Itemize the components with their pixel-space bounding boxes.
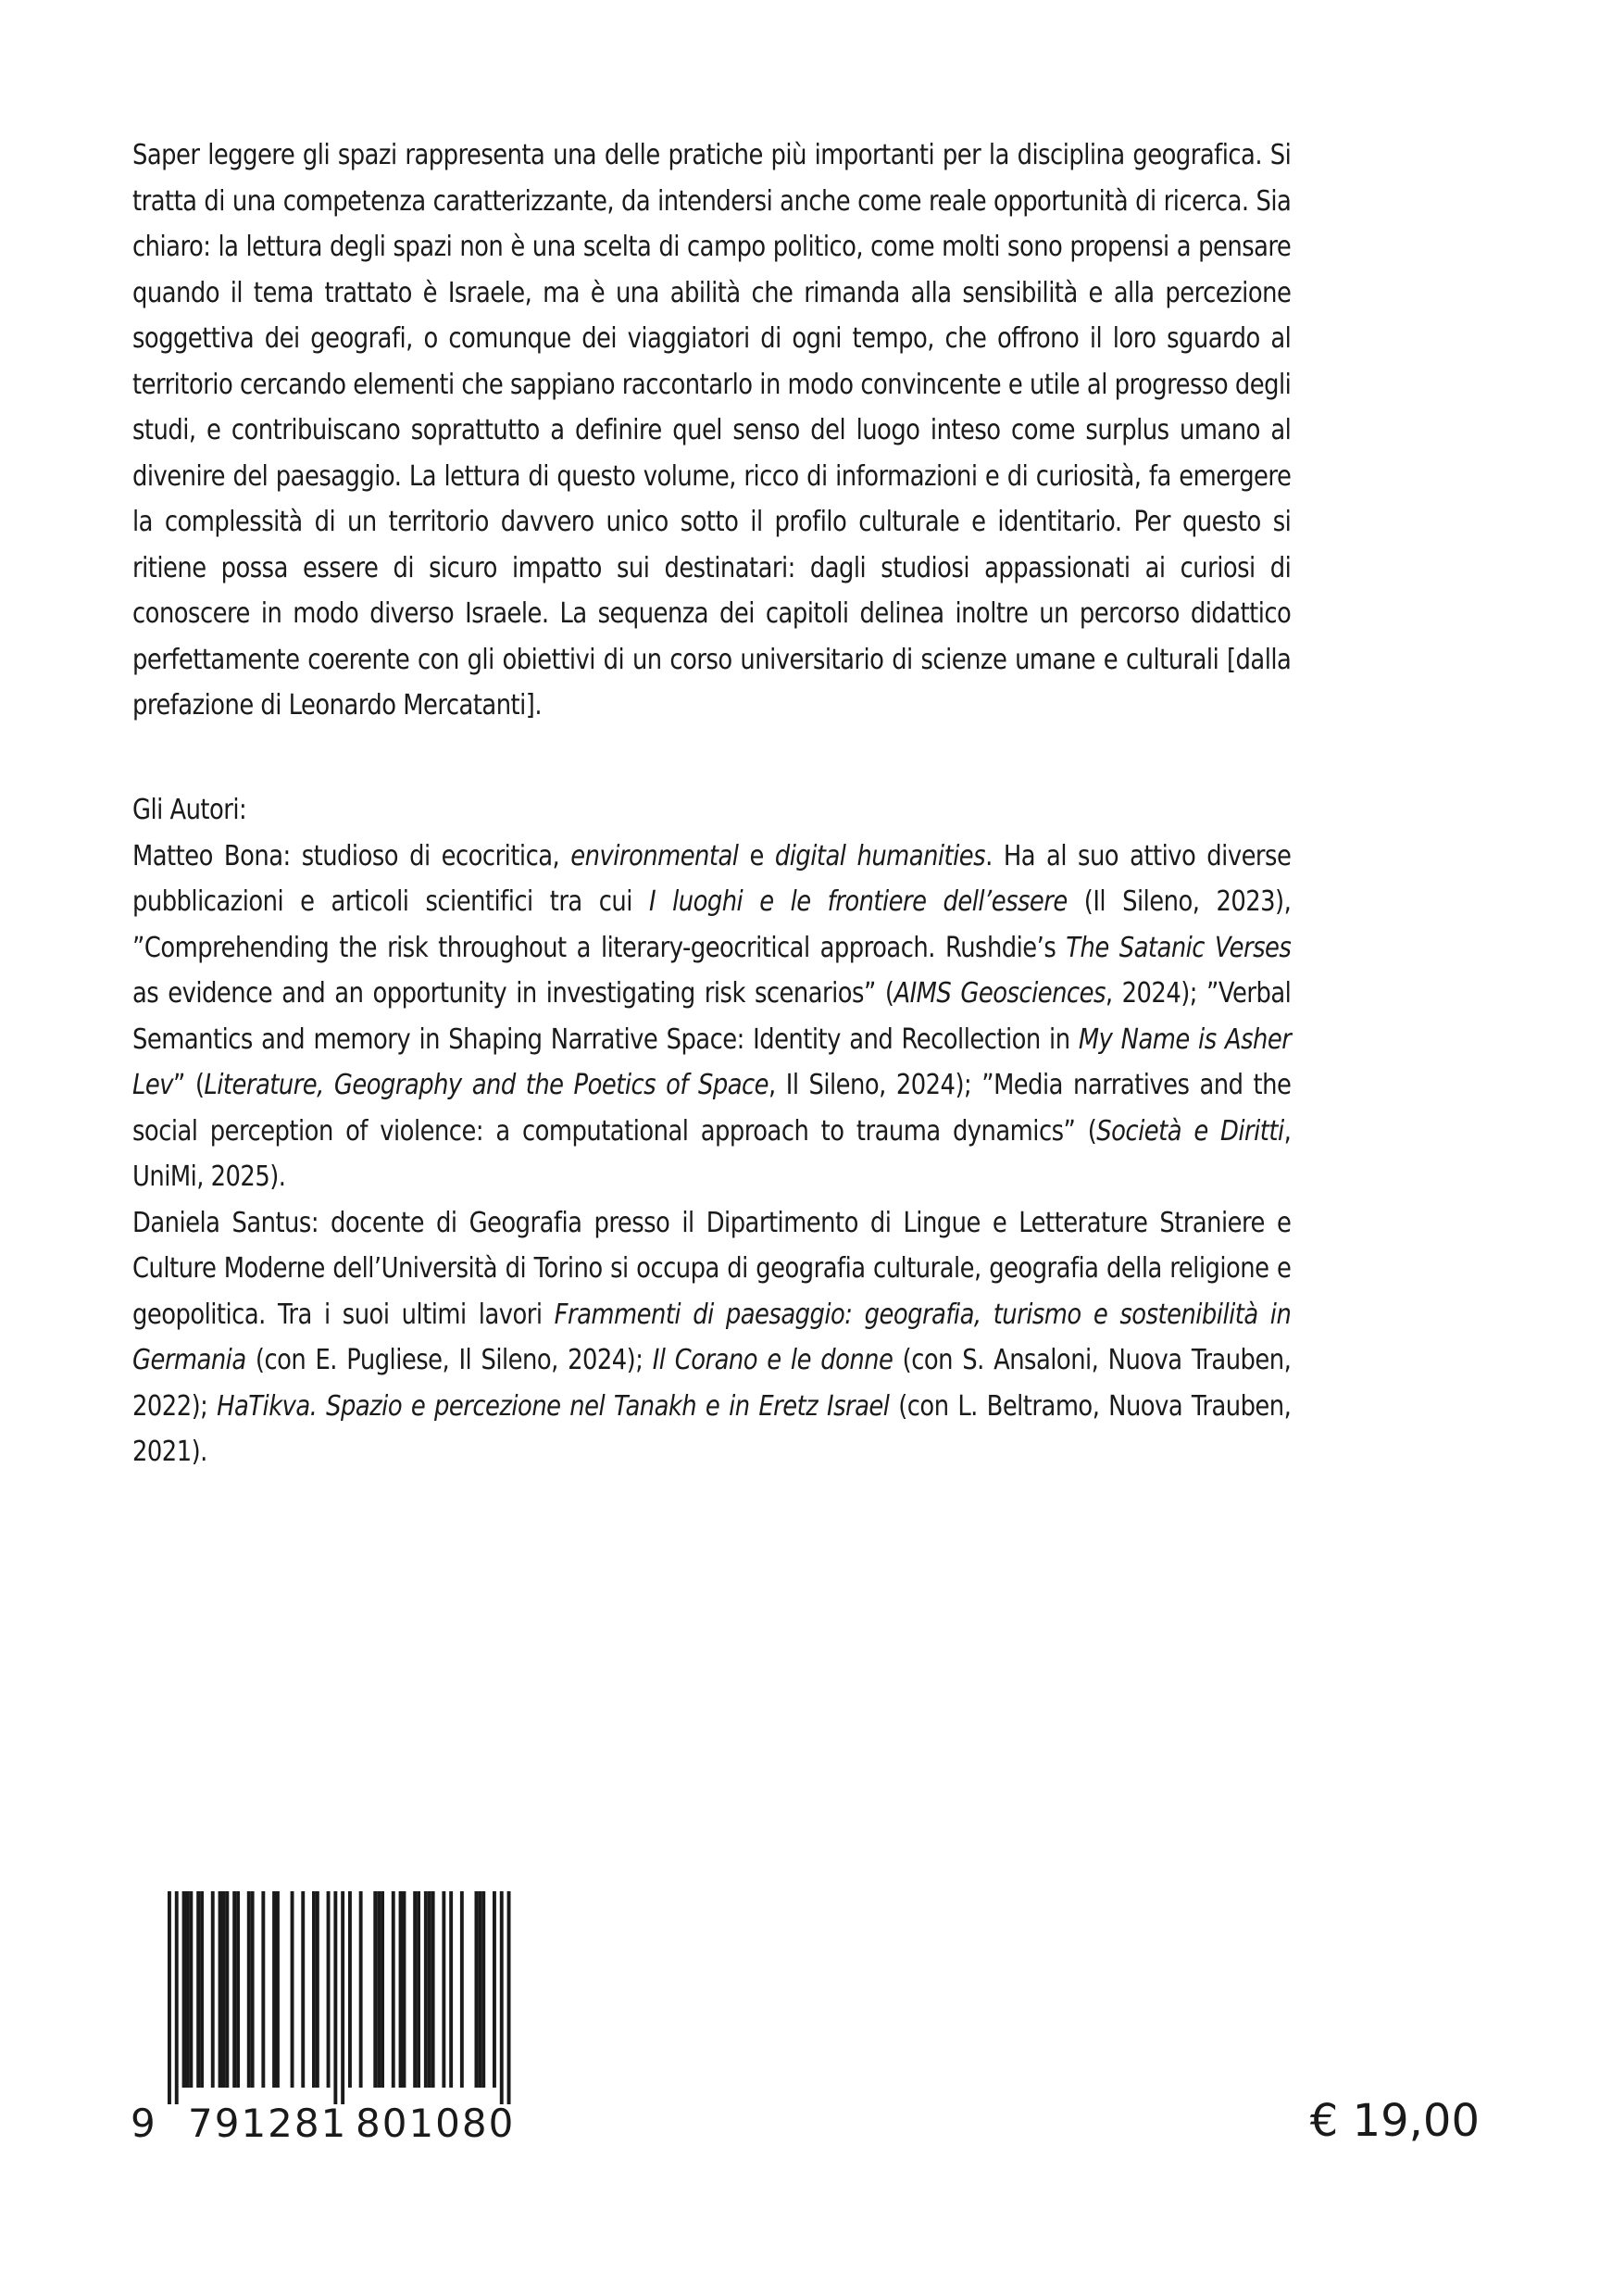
barcode-bar xyxy=(186,1891,190,2088)
title-italic: I luoghi e le frontiere dell’essere xyxy=(648,885,1068,918)
author-text: , Il Sileno, 2024); ”Media narratives and the social perception of violence: a computational approach to trauma dynamics” ( xyxy=(132,1069,1292,1148)
barcode-bar xyxy=(460,1891,464,2088)
barcode-bar xyxy=(272,1891,276,2088)
author-text: (con E. Pugliese, Il Sileno, 2024); xyxy=(245,1344,653,1376)
barcode-bar xyxy=(377,1891,381,2088)
barcode-bar xyxy=(507,1891,511,2104)
author-text: Matteo Bona: studioso di ecocritica, xyxy=(132,839,571,872)
author-text: as evidence and an opportunity in investigating risk scenarios” ( xyxy=(132,977,894,1010)
price: € 19,00 xyxy=(1309,2095,1480,2147)
barcode-bar xyxy=(200,1891,204,2088)
barcode-bar xyxy=(196,1891,200,2088)
title-italic: Frammenti di paesaggio: geografia, turismo e sostenibilità in Germania xyxy=(132,1298,1292,1376)
authors-section xyxy=(132,787,1291,1475)
isbn-barcode xyxy=(131,1891,524,2160)
barcode-bar xyxy=(219,1891,222,2088)
barcode-bar xyxy=(276,1891,280,2088)
barcode-bar xyxy=(301,1891,305,2088)
barcode-bar xyxy=(189,1891,193,2088)
author-entry xyxy=(132,834,1291,1200)
author-text: Daniela Santus: docente di Geografia presso il Dipartimento di Lingue e Letterature Straniere e Culture Moderne dell’Università di Torino si occupa di geografia culturale, geografia della religione e geopolitica. Tra i suoi ultimi lavori xyxy=(132,1206,1292,1331)
barcode-bar xyxy=(413,1891,417,2088)
barcode-bar xyxy=(251,1891,255,2088)
barcode-bar xyxy=(442,1891,445,2088)
barcode-bar xyxy=(232,1891,236,2088)
author-entry xyxy=(132,1200,1291,1475)
title-italic: The Satanic Verses xyxy=(1066,931,1292,964)
barcode-bar xyxy=(493,1891,496,2088)
barcode-bar xyxy=(478,1891,481,2088)
title-italic: Il Corano e le donne xyxy=(652,1344,893,1376)
barcode-bar xyxy=(261,1891,265,2088)
barcode-bar xyxy=(399,1891,403,2088)
barcode-bar xyxy=(236,1891,240,2088)
author-text: , 2024); ”Verbal Semantics and memory in Shaping Narrative Space: Identity and Recollection in xyxy=(132,977,1292,1056)
barcode-bar xyxy=(333,1891,337,2104)
barcode-bar xyxy=(316,1891,319,2088)
barcode-bar xyxy=(373,1891,377,2088)
author-text: ” ( xyxy=(172,1069,205,1101)
barcode-bar xyxy=(182,1891,186,2088)
barcode-bar xyxy=(359,1891,363,2088)
barcode-bar xyxy=(341,1891,344,2104)
authors-list xyxy=(132,834,1291,1475)
barcode-icon xyxy=(131,1891,524,2104)
isbn-left-group: 791281 xyxy=(188,2101,348,2146)
author-text: (Il Sileno, 2023), ”Comprehending the risk throughout a literary-geocritical approach. Rushdie’s xyxy=(132,885,1292,964)
barcode-bar xyxy=(392,1891,395,2088)
isbn-first-digit: 9 xyxy=(131,2101,156,2146)
authors-heading: Gli Autori: xyxy=(132,794,247,826)
barcode-bar xyxy=(475,1891,479,2088)
isbn-right-group: 801080 xyxy=(356,2101,516,2146)
barcode-bar xyxy=(225,1891,229,2088)
barcode-bar xyxy=(175,1891,179,2104)
barcode-bar xyxy=(312,1891,316,2088)
barcode-bar xyxy=(500,1891,504,2104)
title-italic: My Name is Asher Lev xyxy=(132,1023,1292,1101)
barcode-bar xyxy=(424,1891,428,2088)
barcode-bar xyxy=(168,1891,171,2104)
barcode-bar xyxy=(381,1891,384,2088)
barcode-bar xyxy=(222,1891,226,2088)
title-italic: digital humanities xyxy=(774,839,986,872)
barcode-bar xyxy=(403,1891,406,2088)
blurb-text xyxy=(132,132,1291,729)
barcode-bar xyxy=(291,1891,294,2088)
barcode-bar xyxy=(428,1891,431,2088)
barcode-bar xyxy=(211,1891,215,2088)
title-italic: HaTikva. Spazio e percezione nel Tanakh e in Eretz Israel xyxy=(217,1389,890,1423)
barcode-bar xyxy=(417,1891,420,2088)
title-italic: Società e Diritti xyxy=(1096,1114,1284,1148)
barcode-bar xyxy=(247,1891,251,2088)
barcode-bar xyxy=(449,1891,453,2088)
title-italic: environmental xyxy=(570,839,739,872)
author-text: (con L. Beltramo, Nuova Trauben, 2021). xyxy=(132,1389,1292,1468)
barcode-bar xyxy=(327,1891,331,2088)
author-text: (con S. Ansaloni, Nuova Trauben, 2022); xyxy=(132,1344,1292,1423)
barcode-bar xyxy=(481,1891,485,2088)
author-text: , UniMi, 2025). xyxy=(132,1114,1292,1193)
blurb-paragraph: Saper leggere gli spazi rappresenta una delle pratiche più importanti per la disciplina geografica. Si tratta di una competenza caratterizzante, da intendersi anche come reale opportunità di ricerca. Sia chiaro: la lettura degli spazi non è una scelta di campo politico, come molti sono propensi a pensare quando il tema trattato è Israele, ma è una abilità che rimanda alla sensibilità e alla percezione soggettiva dei geografi, o comunque dei viaggiatori di ogni tempo, che offrono il loro sguardo al territorio cercando elementi che sappiano raccontarlo in modo convincente e utile al progresso degli studi, e contribuiscano soprattutto a definire quel senso del luogo inteso come surplus umano al divenire del paesaggio. La lettura di questo volume, ricco di informazioni e di curiosità, fa emergere la complessità di un territorio davvero unico sotto il profilo culturale e identitario. Per questo si ritiene possa essere di sicuro impatto sui destinatari: dagli studiosi appassionati ai curiosi di conoscere in modo diverso Israele. La sequenza dei capitoli delinea inoltre un percorso didattico perfettamente coerente con gli obiettivi di un corso universitario di scienze umane e culturali [dalla prefazione di Leonardo Mercatanti]. xyxy=(132,139,1292,721)
barcode-bar xyxy=(348,1891,352,2088)
author-text: e xyxy=(738,839,775,872)
author-text: . Ha al suo attivo diverse pubblicazioni e articoli scientifici tra cui xyxy=(132,839,1292,918)
barcode-bar xyxy=(431,1891,435,2088)
title-italic: AIMS Geosciences xyxy=(893,977,1106,1010)
title-italic: Literature, Geography and the Poetics of Space xyxy=(204,1069,769,1101)
